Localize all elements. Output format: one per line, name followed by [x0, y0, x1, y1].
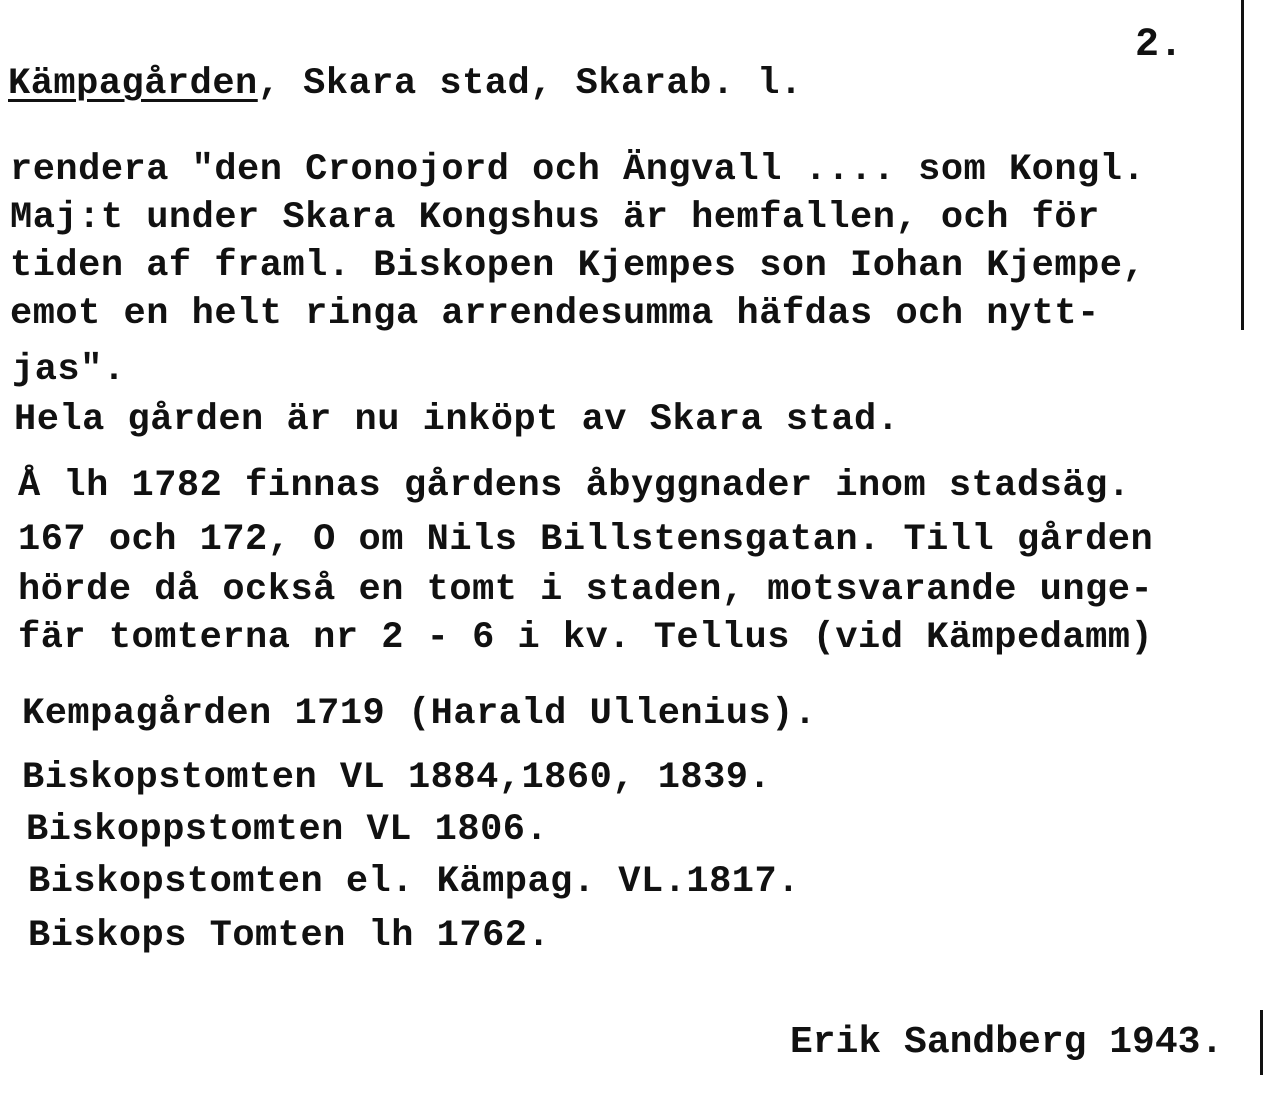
text-line: Maj:t under Skara Kongshus är hemfallen, och för: [10, 197, 1100, 239]
paragraph-purchase: Hela gården är nu inköpt av Skara stad.: [14, 399, 900, 441]
text-line: jas".: [12, 349, 126, 391]
text-line: hörde då också en tomt i staden, motsvarande unge-: [18, 569, 1154, 611]
text-line: emot en helt ringa arrendesumma häfdas och nytt-: [10, 293, 1100, 335]
author-signature: Erik Sandberg 1943.: [790, 1021, 1224, 1064]
reference-item: Biskoppstomten VL 1806.: [26, 809, 549, 851]
text-line: 167 och 172, O om Nils Billstensgatan. Till gården: [18, 519, 1154, 561]
heading-place-name: Kämpagården: [8, 63, 258, 105]
card-edge-rule: [1241, 0, 1244, 330]
text-line: fär tomterna nr 2 - 6 i kv. Tellus (vid Kämpedamm): [18, 617, 1154, 659]
text-line: Å lh 1782 finnas gårdens åbyggnader inom stadsäg.: [18, 465, 1131, 507]
text-line: tiden af framl. Biskopen Kjempes son Iohan Kjempe,: [10, 245, 1146, 287]
reference-item: Biskopstomten VL 1884,1860, 1839.: [22, 757, 772, 799]
reference-item: Kempagården 1719 (Harald Ullenius).: [22, 693, 817, 735]
page-number: 2.: [1135, 23, 1184, 68]
heading-location: , Skara stad, Skarab. l.: [257, 63, 803, 105]
card-heading: [8, 62, 803, 106]
reference-item: Biskops Tomten lh 1762.: [28, 915, 551, 957]
text-line: rendera "den Cronojord och Ängvall .... som Kongl.: [10, 149, 1146, 191]
reference-item: Biskopstomten el. Kämpag. VL.1817.: [28, 861, 800, 903]
card-edge-rule-lower: [1260, 1010, 1263, 1075]
